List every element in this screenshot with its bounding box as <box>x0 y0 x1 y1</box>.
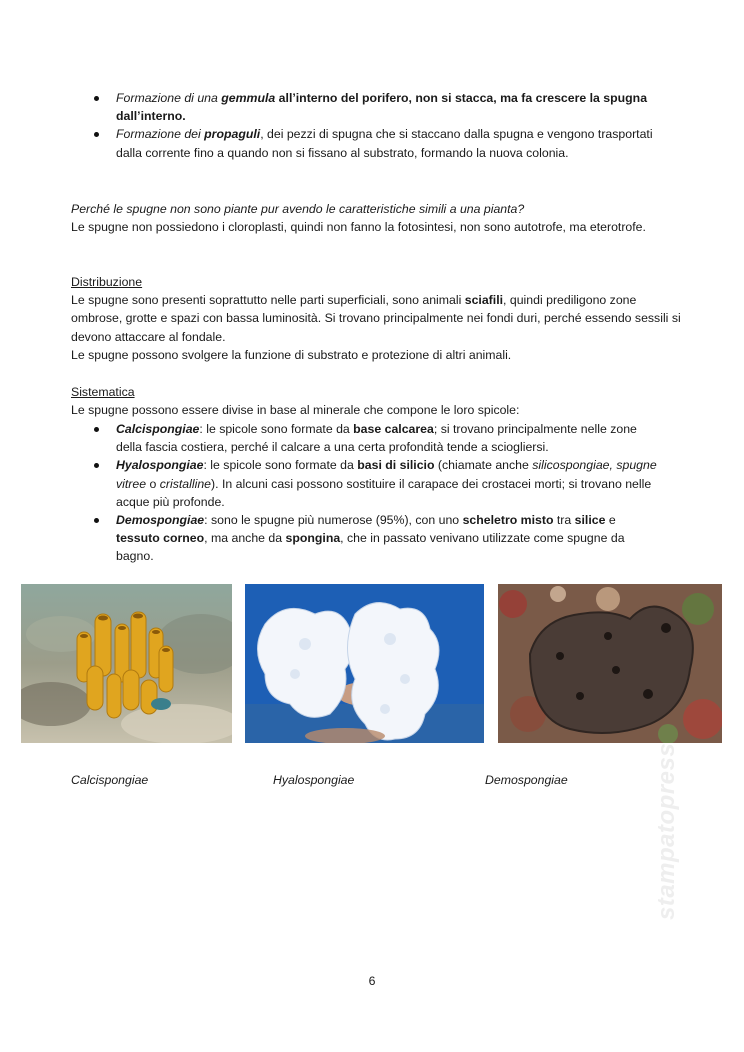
sistematica-intro: Le spugne possono essere divise in base al minerale che compone le loro spicole: <box>71 403 520 418</box>
text-run-italic: silicospongiae, spugne vitree <box>116 458 657 491</box>
caption-hyalospongiae: Hyalospongiae <box>273 773 355 787</box>
bullet-demospongiae <box>90 511 660 566</box>
photo-demospongiae <box>498 584 722 743</box>
bullet-term: Hyalospongiae <box>116 458 204 473</box>
text-run: Le spugne sono presenti soprattutto nelle parti superficiali, sono animali <box>71 293 465 308</box>
watermark: stampatopress <box>653 742 680 920</box>
bullet-text-bold: all’interno del porifero, non si stacca, ma fa crescere la spugna dall’interno. <box>116 91 648 124</box>
question-block <box>71 200 681 236</box>
bullet-text-italic: Formazione dei <box>116 127 205 142</box>
photo-hyalospongiae <box>245 584 484 743</box>
intro-bullet-list <box>90 89 660 162</box>
distribuzione-paragraph-2: Le spugne possono svolgere la funzione di substrato e protezione di altri animali. <box>71 347 512 362</box>
bullet-propaguli <box>90 125 660 161</box>
answer-text: Le spugne non possiedono i cloroplasti, quindi non fanno la fotosintesi, non sono autotrofe, ma eterotrofe. <box>71 220 646 235</box>
text-run-bold: basi di silicio <box>357 458 435 473</box>
bullet-hyalospongiae <box>90 456 660 511</box>
text-run: tra <box>553 513 575 528</box>
term-sciafili: sciafili <box>464 293 504 308</box>
bullet-term: propaguli <box>204 127 261 142</box>
text-run-bold: silice <box>574 513 606 528</box>
bullet-calcispongiae <box>90 420 660 456</box>
text-run: , quindi prediligono zone ombrose, grotte e spazi con bassa luminosità. Si trovano principalmente nei fondi duri, perché essendo sessili si devono attaccare al fondale. <box>71 293 681 344</box>
text-run: (chiamate anche <box>434 458 533 473</box>
distribuzione-section <box>71 273 681 364</box>
bullet-text-italic: Formazione di una <box>116 91 222 105</box>
sistematica-bullet-list <box>90 420 660 566</box>
text-run: e <box>605 513 616 528</box>
section-heading: Sistematica <box>71 385 135 399</box>
text-run: ; si trovano principalmente nelle zone della fascia costiera, perché il calcare a una certa profondità tende a sciogliersi. <box>116 422 637 455</box>
bullet-text: , dei pezzi di spugna che si staccano dalla spugna e vengono trasportati dalla corrente fino a quando non si fissano al substrato, formando la nuova colonia. <box>116 127 653 160</box>
question-text: Perché le spugne non sono piante pur avendo le caratteristiche simili a una pianta? <box>71 202 525 216</box>
text-run: , ma anche da <box>204 531 286 546</box>
page-number: 6 <box>368 974 376 988</box>
sistematica-section <box>71 383 681 419</box>
text-run: ). In alcuni casi possono sostituire il carapace dei crostacei morti; si trovano nelle acque più profonde. <box>116 476 652 509</box>
text-run-bold: scheletro misto <box>462 513 554 528</box>
caption-calcispongiae: Calcispongiae <box>71 773 149 787</box>
text-run: : le spicole sono formate da <box>199 422 354 436</box>
text-run-bold: base calcarea <box>353 422 434 436</box>
text-run: : le spicole sono formate da <box>203 458 358 473</box>
text-run: , che in passato venivano utilizzate come spugne da bagno. <box>116 531 625 564</box>
text-run-italic: cristalline <box>159 476 212 491</box>
photo-calcispongiae <box>21 584 232 743</box>
bullet-gemmula <box>90 89 660 125</box>
distribuzione-paragraph <box>71 291 681 346</box>
bullet-term: Calcispongiae <box>116 422 200 436</box>
bullet-term: gemmula <box>221 91 276 105</box>
text-run-bold: spongina <box>285 531 341 546</box>
text-run: : sono le spugne più numerose (95%), con uno <box>204 513 463 528</box>
caption-demospongiae: Demospongiae <box>485 773 568 787</box>
text-run-bold: tessuto corneo <box>116 531 205 546</box>
text-run: o <box>146 476 160 491</box>
section-heading: Distribuzione <box>71 275 143 289</box>
bullet-term: Demospongiae <box>116 513 205 528</box>
